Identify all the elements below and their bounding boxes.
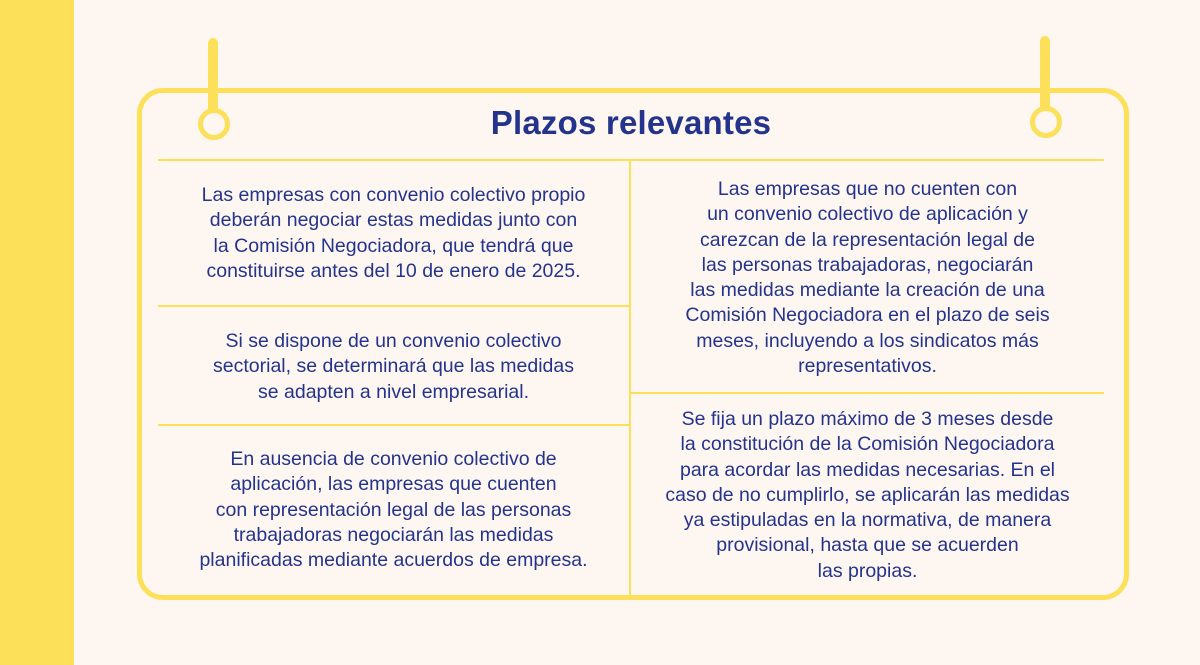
divider-left-1 [158, 305, 629, 307]
left-accent-bar [0, 0, 74, 665]
right-cell-2: Se fija un plazo máximo de 3 meses desde la constitución de la Comisión Negociadora para acordar las medidas necesarias. En el caso de no cumplirlo, se aplicarán las medidas ya estipuladas en la normativa, de manera provisional, hasta que se acuerden las propias. [665, 408, 1070, 582]
right-cell-1: Las empresas que no cuenten con un convenio colectivo de aplicación y carezcan de la representación legal de las personas trabajadoras, negociarán las medidas mediante la creación de una Comisión Negociadora en el plazo de seis meses, incluyendo a los sindicatos más representativos. [685, 178, 1050, 378]
divider-top [158, 159, 1104, 161]
left-cell-1: Las empresas con convenio colectivo propio deberán negociar estas medidas junto con la Comisión Negociadora, que tendrá que constituirse antes del 10 de enero de 2025. [201, 184, 586, 282]
divider-left-2 [158, 424, 629, 426]
left-cell-2: Si se dispone de un convenio colectivo sectorial, se determinará que las medidas se adapten a nivel empresarial. [213, 330, 574, 403]
divider-right-1 [631, 392, 1104, 394]
card-title: Plazos relevantes [490, 104, 772, 141]
left-cell-3: En ausencia de convenio colectivo de aplicación, las empresas que cuenten con representación legal de las personas trabajadoras negociarán las medidas planificadas mediante acuerdos de empresa. [199, 448, 588, 572]
